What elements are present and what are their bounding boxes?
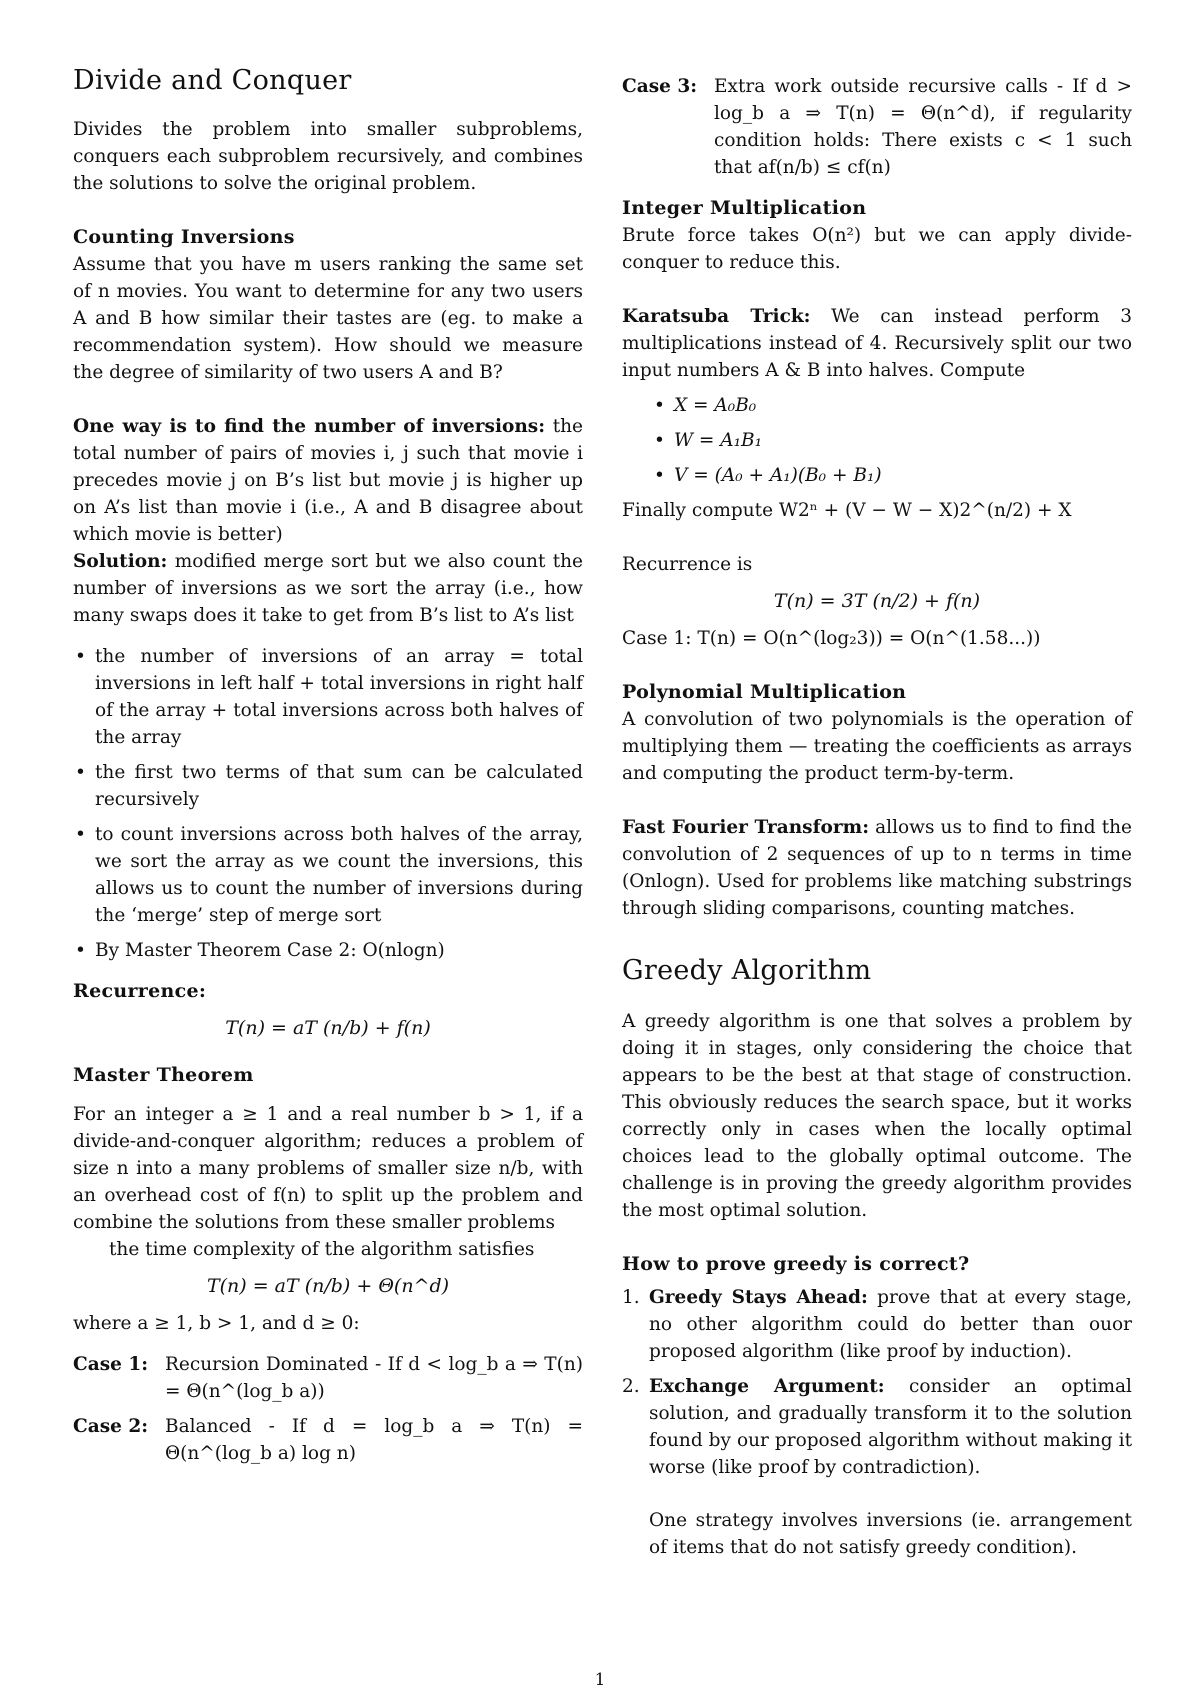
master-where: where a ≥ 1, b > 1, and d ≥ 0: xyxy=(73,1313,360,1334)
case-2-label: Case 2: xyxy=(73,1416,149,1437)
polynomial-paragraph: A convolution of two polynomials is the operation of multiplying them — treating the coefficients as arrays and computing the product term-by-term. xyxy=(622,709,1132,784)
recurrence-label: Recurrence: xyxy=(73,980,207,1002)
recurrence-equation: T(n) = aT (n/b) + f(n) xyxy=(225,1017,431,1039)
fft-bold: Fast Fourier Transform: xyxy=(622,817,870,838)
section-title-greedy: Greedy Algorithm xyxy=(622,955,872,986)
list-item: • the first two terms of that sum can be calculated recursively xyxy=(73,759,583,813)
case-3-label: Case 3: xyxy=(622,76,698,97)
greedy-paragraph: A greedy algorithm is one that solves a problem by doing it in stages, only considering the choice that appears to be the best at that stage of construction. This obviously reduces the search space, but it works correctly only in cases when the locally optimal choices lead to the globally optimal outcome. The challenge is in proving the greedy algorithm provides the most optimal solution. xyxy=(622,1011,1132,1221)
heading-master-theorem: Master Theorem xyxy=(73,1064,254,1086)
karatsuba-recurrence-equation: T(n) = 3T (n/2) + f(n) xyxy=(773,590,981,612)
master-case-3 xyxy=(622,73,1132,181)
inversions-bold: One way is to find the number of inversions: xyxy=(73,416,546,437)
master-case-1 xyxy=(73,1351,583,1405)
list-item: • to count inversions across both halves of the array, we sort the array as we count the inversions, this allows us to count the number of inversions during the ‘merge’ step of merge sort xyxy=(73,821,583,929)
heading-polynomial-multiplication: Polynomial Multiplication xyxy=(622,681,907,703)
right-column xyxy=(622,0,1132,1561)
master-paragraph: For an integer a ≥ 1 and a real number b > 1, if a divide-and-conquer algorithm; reduces a problem of size n into a many problems of smaller size n/b, with an overhead cost of f(n) to split up the problem and combine the solutions from these smaller problems xyxy=(73,1104,583,1233)
intro-paragraph: Divides the problem into smaller subproblems, conquers each subproblem recursively, and combines the solutions to solve the original problem. xyxy=(73,119,583,194)
list-item: • the number of inversions of an array = total inversions in left half + total inversions in right half of the array + total inversions across both halves of the array xyxy=(73,643,583,751)
inversions-text: the total number of pairs of movies i, j such that movie i precedes movie j on B’s list but movie j is higher up on A’s list than movie i (i.e., A and B disagree about which movie is better) xyxy=(73,416,583,545)
list-item: • By Master Theorem Case 2: O(nlogn) xyxy=(73,937,583,964)
fft-paragraph xyxy=(622,814,1132,922)
greedy-strategy: One strategy involves inversions (ie. arrangement of items that do not satisfy greedy condition). xyxy=(649,1510,1132,1558)
greedy-proof-list xyxy=(622,1284,1132,1481)
integer-mult-paragraph: Brute force takes O(n²) but we can apply divide-conquer to reduce this. xyxy=(622,225,1132,273)
karatsuba-bullet-list xyxy=(622,392,1132,489)
inversions-definition xyxy=(73,413,583,548)
solution-text: modified merge sort but we also count the number of inversions as we sort the array (i.e., how many swaps does it take to get from B’s list to A’s list xyxy=(73,551,583,626)
item-bold: Greedy Stays Ahead: xyxy=(649,1287,868,1308)
item-bold: Exchange Argument: xyxy=(649,1376,885,1397)
fft-text: allows us to find to find the convolution of 2 sequences of up to n terms in time (Onlogn). Used for problems like matching substrings through sliding comparisons, counting matches. xyxy=(622,817,1132,919)
case-3-text: Extra work outside recursive calls - If d > log_b a ⇒ T(n) = Θ(n^d), if regularity condition holds: There exists c < 1 such that af(n/b) ≤ cf(n) xyxy=(714,76,1132,178)
karatsuba-paragraph xyxy=(622,303,1132,384)
case-1-text: Recursion Dominated - If d < log_b a ⇒ T(n) = Θ(n^(log_b a)) xyxy=(165,1354,583,1402)
list-item xyxy=(622,1284,1132,1365)
solution-paragraph xyxy=(73,548,583,629)
list-item xyxy=(622,1373,1132,1481)
master-case-2 xyxy=(73,1413,583,1467)
item-number: 1. xyxy=(622,1287,640,1308)
list-item: • W = A₁B₁ xyxy=(652,427,1132,454)
master-equation: T(n) = aT (n/b) + Θ(n^d) xyxy=(206,1275,450,1297)
counting-paragraph: Assume that you have m users ranking the same set of n movies. You want to determine for any two users A and B how similar their tastes are (eg. to make a recommendation system). How should we measure the degree of similarity of two users A and B? xyxy=(73,254,583,383)
item-text: prove that at every stage, no other algorithm could do better than ouor proposed algorithm (like proof by induction). xyxy=(649,1287,1132,1362)
heading-prove-greedy: How to prove greedy is correct? xyxy=(622,1253,970,1275)
heading-integer-multiplication: Integer Multiplication xyxy=(622,197,867,219)
page-number: 1 xyxy=(594,1670,606,1690)
heading-counting-inversions: Counting Inversions xyxy=(73,226,295,248)
list-item: • V = (A₀ + A₁)(B₀ + B₁) xyxy=(652,462,1132,489)
karatsuba-bold: Karatsuba Trick: xyxy=(622,306,811,327)
counting-bullet-list xyxy=(73,643,583,964)
left-column xyxy=(73,0,583,1475)
karatsuba-finally: Finally compute W2ⁿ + (V − W − X)2^(n/2) + X xyxy=(622,500,1072,521)
recurrence-is: Recurrence is xyxy=(622,554,753,575)
item-text: consider an optimal solution, and gradually transform it to the solution found by our proposed algorithm without making it worse (like proof by contradiction). xyxy=(649,1376,1132,1478)
master-satisfies: the time complexity of the algorithm satisfies xyxy=(109,1239,535,1260)
solution-bold: Solution: xyxy=(73,551,168,572)
list-item: • X = A₀B₀ xyxy=(652,392,1132,419)
section-title-divide-conquer: Divide and Conquer xyxy=(73,65,352,96)
karatsuba-text: We can instead perform 3 multiplications instead of 4. Recursively split our two input numbers A & B into halves. Compute xyxy=(622,306,1132,381)
karatsuba-case-1: Case 1: T(n) = O(n^(log₂3)) = O(n^(1.58...)) xyxy=(622,628,1041,649)
case-2-text: Balanced - If d = log_b a ⇒ T(n) = Θ(n^(log_b a) log n) xyxy=(165,1416,583,1464)
case-1-label: Case 1: xyxy=(73,1354,149,1375)
item-number: 2. xyxy=(622,1376,640,1397)
